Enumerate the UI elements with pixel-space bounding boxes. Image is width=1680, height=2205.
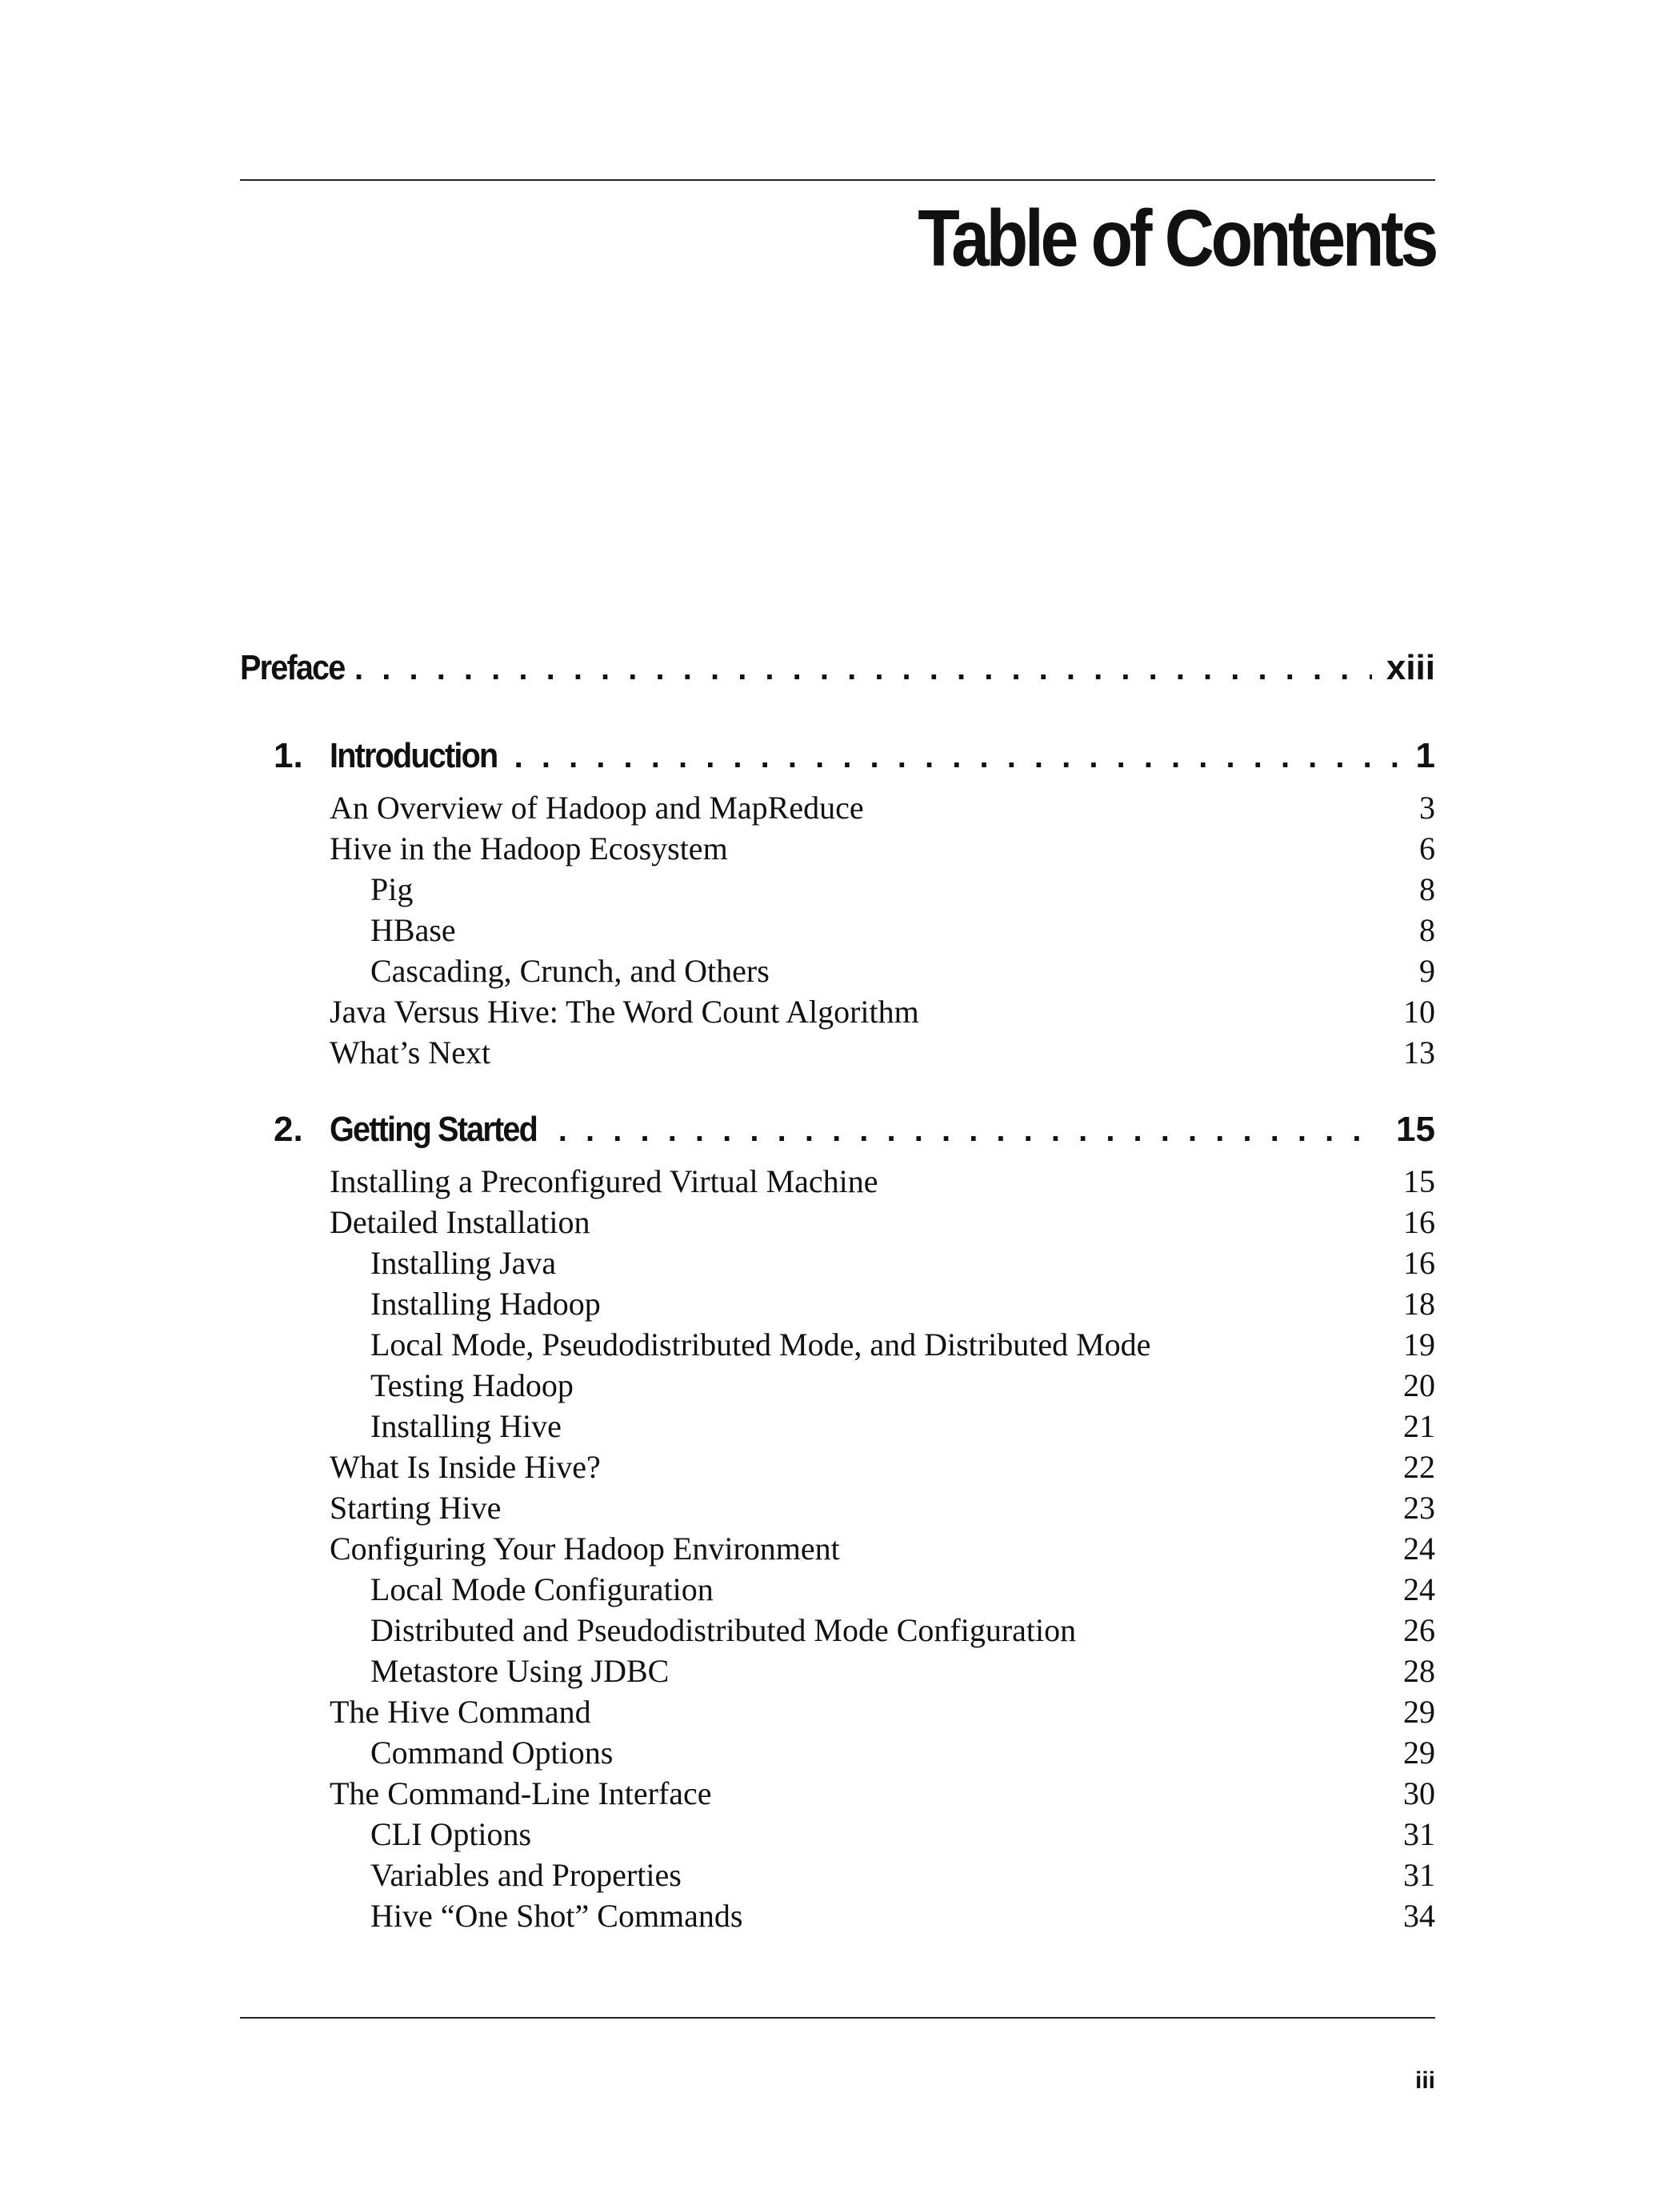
toc-entry[interactable] [240,1610,1435,1651]
toc-entry-page: 18 [1403,1286,1435,1322]
toc-entry-title: HBase [370,912,456,948]
toc-entry-page: 16 [1403,1204,1435,1240]
toc-entry[interactable] [240,950,1435,991]
toc-entry-title: The Command-Line Interface [330,1775,712,1811]
toc-entry[interactable] [240,869,1435,910]
toc-chapter-heading[interactable] [240,736,1435,787]
toc-entry-page: 23 [1403,1490,1435,1526]
toc-entry[interactable] [240,1406,1435,1447]
toc-entry[interactable] [240,910,1435,950]
toc-entry-title: Testing Hadoop [370,1367,574,1403]
toc-entry[interactable] [240,1691,1435,1732]
chapter-number: 1. [274,736,303,775]
page-number: iii [1414,2067,1435,2094]
toc-entry[interactable] [240,1324,1435,1365]
toc-entry-title: The Hive Command [330,1694,591,1730]
toc-entry-title: Installing Hive [370,1408,562,1444]
toc-entry-page: 24 [1403,1571,1435,1607]
toc-entry-title: What’s Next [330,1034,491,1070]
toc-entry-page: 28 [1403,1653,1435,1689]
toc-entry-title: Local Mode Configuration [370,1571,714,1607]
toc-entry[interactable] [240,1032,1435,1073]
toc-entry[interactable] [240,1161,1435,1202]
toc-entry[interactable] [240,1487,1435,1528]
toc-entry[interactable] [240,1732,1435,1773]
dot-leader [514,739,1402,775]
dot-leader [558,1113,1382,1149]
toc-entry-page: 29 [1403,1735,1435,1771]
toc-entry-title: Local Mode, Pseudodistributed Mode, and Distributed Mode [370,1327,1151,1363]
toc-entry-page: 15 [1403,1163,1435,1199]
toc-entry-page: 30 [1403,1775,1435,1811]
toc-entry-page: 24 [1403,1531,1435,1567]
chapter-number: 2. [274,1110,303,1149]
toc-entry-page: 19 [1403,1327,1435,1363]
toc-entry-page: 10 [1403,994,1435,1030]
toc-entry[interactable] [240,1651,1435,1691]
toc-entry-title: Installing Hadoop [370,1286,601,1322]
toc-entry[interactable] [240,1202,1435,1243]
toc-entry-page: 9 [1419,953,1435,989]
toc-entry-title: Configuring Your Hadoop Environment [330,1531,840,1567]
toc-entry-title: Hive in the Hadoop Ecosystem [330,830,728,866]
toc-entry-page: 13 [1403,1034,1435,1070]
toc-chapter [240,736,1435,1073]
toc-entry[interactable] [240,787,1435,828]
chapter-page: 15 [1396,1110,1435,1149]
toc-entry[interactable] [240,1528,1435,1569]
toc-entry-page: 6 [1419,830,1435,866]
toc-entry-title: Distributed and Pseudodistributed Mode Configuration [370,1612,1077,1648]
table-of-contents [240,648,1435,1973]
toc-entry-title: Java Versus Hive: The Word Count Algorithm [330,994,919,1030]
toc-entry-page: 20 [1403,1367,1435,1403]
toc-entry-page: 3 [1419,790,1435,826]
toc-entry-title: Command Options [370,1735,614,1771]
toc-entry-title: Cascading, Crunch, and Others [370,953,770,989]
toc-entry-title: Detailed Installation [330,1204,590,1240]
toc-entry-page: 31 [1403,1816,1435,1852]
toc-entry[interactable] [240,828,1435,869]
toc-entry-title: Pig [370,871,414,907]
toc-entry[interactable] [240,1283,1435,1324]
toc-chapter-heading[interactable] [240,1110,1435,1161]
toc-entry-title: CLI Options [370,1816,532,1852]
toc-entry-page: 29 [1403,1694,1435,1730]
toc-entry-page: 31 [1403,1857,1435,1893]
toc-preface-heading[interactable] [240,648,1435,699]
toc-preface-title: Preface [240,648,345,687]
toc-entry-title: Installing a Preconfigured Virtual Machine [330,1163,878,1199]
toc-entry-page: 21 [1403,1408,1435,1444]
toc-entry[interactable] [240,1814,1435,1855]
toc-entry[interactable] [240,1243,1435,1283]
toc-entry-title: Hive “One Shot” Commands [370,1898,743,1934]
toc-entry-title: Starting Hive [330,1490,502,1526]
page-title: Table of Contents [918,194,1435,283]
toc-entry[interactable] [240,1773,1435,1814]
dot-leader [354,651,1372,687]
toc-entry[interactable] [240,1365,1435,1406]
toc-entry-title: Variables and Properties [370,1857,682,1893]
toc-entry-page: 8 [1419,912,1435,948]
toc-entry-title: What Is Inside Hive? [330,1449,601,1485]
toc-entry-title: Metastore Using JDBC [370,1653,670,1689]
toc-entry[interactable] [240,1895,1435,1936]
chapter-page: 1 [1415,736,1435,775]
toc-entry-page: 8 [1419,871,1435,907]
bottom-rule [240,2017,1435,2019]
chapter-title: Getting Started [330,1110,538,1149]
chapter-title: Introduction [330,736,498,775]
top-rule [240,179,1435,181]
toc-entry[interactable] [240,1447,1435,1487]
toc-entry-page: 16 [1403,1245,1435,1281]
toc-entry[interactable] [240,991,1435,1032]
toc-entry[interactable] [240,1569,1435,1610]
toc-preface-page: xiii [1386,648,1435,687]
toc-entry[interactable] [240,1855,1435,1895]
toc-entry-title: Installing Java [370,1245,557,1281]
toc-entry-page: 34 [1403,1898,1435,1934]
toc-entry-title: An Overview of Hadoop and MapReduce [330,790,864,826]
toc-entry-page: 26 [1403,1612,1435,1648]
toc-preface [240,648,1435,699]
toc-chapter [240,1110,1435,1936]
toc-entry-page: 22 [1403,1449,1435,1485]
